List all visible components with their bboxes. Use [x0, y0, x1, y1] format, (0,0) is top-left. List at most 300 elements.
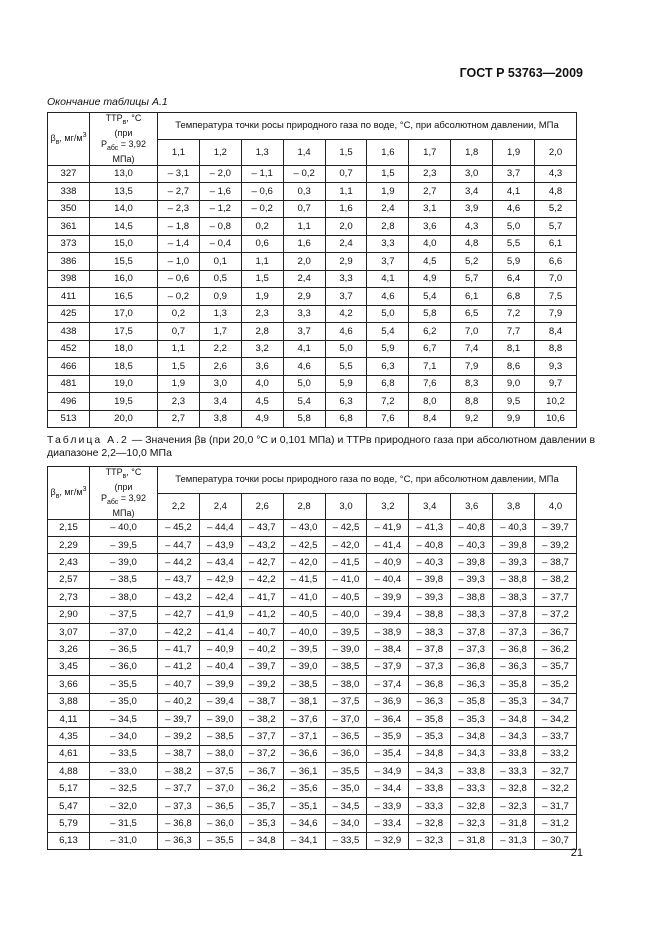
dewpoint-cell: – 35,0 [325, 780, 367, 797]
ttp-cell: – 39,0 [90, 554, 158, 571]
dewpoint-cell: 3,9 [451, 200, 493, 218]
dewpoint-cell: – 37,7 [158, 780, 200, 797]
dewpoint-cell: 3,6 [241, 358, 283, 376]
dewpoint-cell: – 40,9 [199, 641, 241, 658]
dewpoint-cell: – 37,8 [493, 606, 535, 623]
dewpoint-cell: – 37,7 [241, 728, 283, 745]
dewpoint-cell: 8,8 [451, 393, 493, 411]
dewpoint-cell: – 42,7 [241, 554, 283, 571]
dewpoint-cell: – 33,4 [367, 815, 409, 832]
dewpoint-cell: – 33,8 [493, 745, 535, 762]
dewpoint-cell: – 38,1 [283, 693, 325, 710]
dewpoint-cell: – 37,8 [451, 623, 493, 640]
dewpoint-cell: – 36,6 [283, 745, 325, 762]
dewpoint-cell: – 36,0 [325, 745, 367, 762]
dewpoint-cell: – 38,7 [535, 554, 577, 571]
dewpoint-cell: – 38,9 [367, 623, 409, 640]
beta-cell: 4,11 [48, 710, 90, 727]
dewpoint-cell: 5,7 [451, 270, 493, 288]
table2-caption [47, 434, 603, 460]
beta-cell: 2,29 [48, 536, 90, 553]
beta-cell: 438 [48, 323, 90, 341]
dewpoint-cell: 2,4 [367, 200, 409, 218]
beta-cell: 3,66 [48, 676, 90, 693]
dewpoint-cell: 8,8 [535, 340, 577, 358]
dewpoint-cell: – 38,0 [199, 745, 241, 762]
dewpoint-cell: – 42,7 [158, 606, 200, 623]
dewpoint-cell: – 41,4 [199, 623, 241, 640]
dewpoint-cell: – 43,7 [158, 571, 200, 588]
pressure-col-header: 4,0 [535, 493, 577, 519]
dewpoint-cell: – 32,8 [451, 797, 493, 814]
dewpoint-cell: 1,1 [325, 183, 367, 201]
table-row [48, 200, 577, 218]
dewpoint-cell: 6,7 [409, 340, 451, 358]
ttp-cell: – 35,5 [90, 676, 158, 693]
dewpoint-cell: – 36,9 [367, 693, 409, 710]
dewpoint-cell: – 40,7 [241, 623, 283, 640]
dewpoint-cell: – 40,8 [409, 536, 451, 553]
dewpoint-cell: – 40,3 [409, 554, 451, 571]
ttp-cell: 17,0 [90, 305, 158, 323]
dewpoint-cell: 7,2 [493, 305, 535, 323]
dewpoint-cell: 0,6 [241, 235, 283, 253]
dewpoint-cell: – 32,3 [493, 797, 535, 814]
table2-caption-text: — Значения βв (при 20,0 °С и 0,101 МПа) и ТТРв природного газа при абсолютном давлении в диапазоне 2,2—10,0 МПа [47, 434, 596, 459]
dewpoint-cell: – 38,5 [199, 728, 241, 745]
ttp-cell: 17,5 [90, 323, 158, 341]
dewpoint-cell: 0,7 [283, 200, 325, 218]
dewpoint-cell: – 37,3 [409, 658, 451, 675]
dewpoint-cell: – 37,0 [325, 710, 367, 727]
dewpoint-cell: – 41,9 [199, 606, 241, 623]
ttp-cell: – 38,0 [90, 589, 158, 606]
beta-cell: 466 [48, 358, 90, 376]
table-row [48, 410, 577, 428]
dewpoint-cell: 5,7 [535, 218, 577, 236]
beta-cell: 2,73 [48, 589, 90, 606]
dewpoint-cell: 1,5 [158, 358, 200, 376]
table-row [48, 393, 577, 411]
ttp-cell: 18,0 [90, 340, 158, 358]
dewpoint-cell: – 40,4 [199, 658, 241, 675]
ttp-cell: 18,5 [90, 358, 158, 376]
dewpoint-cell: – 2,3 [158, 200, 200, 218]
dewpoint-cell: – 35,9 [367, 728, 409, 745]
beta-cell: 5,47 [48, 797, 90, 814]
beta-cell: 5,79 [48, 815, 90, 832]
dewpoint-cell: – 32,3 [451, 815, 493, 832]
pressure-col-header: 2,2 [158, 493, 200, 519]
table-row [48, 288, 577, 306]
dewpoint-cell: – 40,0 [283, 623, 325, 640]
dewpoint-cell: – 40,2 [241, 641, 283, 658]
dewpoint-cell: 3,0 [451, 165, 493, 183]
dewpoint-cell: 6,3 [325, 393, 367, 411]
dewpoint-cell: 7,2 [367, 393, 409, 411]
dewpoint-cell: 0,5 [199, 270, 241, 288]
beta-cell: 481 [48, 375, 90, 393]
dewpoint-cell: – 33,9 [367, 797, 409, 814]
dewpoint-cell: 3,3 [283, 305, 325, 323]
dewpoint-cell: – 36,5 [199, 797, 241, 814]
dewpoint-cell: 9,2 [451, 410, 493, 428]
dewpoint-cell: 9,9 [493, 410, 535, 428]
dewpoint-cell: – 34,1 [283, 832, 325, 849]
dewpoint-cell: 4,5 [241, 393, 283, 411]
dewpoint-cell: – 40,9 [367, 554, 409, 571]
dewpoint-cell: – 0,4 [199, 235, 241, 253]
dewpoint-cell: – 34,3 [409, 763, 451, 780]
dewpoint-cell: – 39,0 [283, 658, 325, 675]
dewpoint-cell: – 38,8 [493, 571, 535, 588]
dewpoint-cell: – 32,8 [409, 815, 451, 832]
dewpoint-cell: – 41,0 [283, 589, 325, 606]
ttp-cell: – 36,5 [90, 641, 158, 658]
dewpoint-cell: – 42,2 [241, 571, 283, 588]
dewpoint-cell: – 35,8 [493, 676, 535, 693]
beta-cell: 5,17 [48, 780, 90, 797]
table-row [48, 623, 577, 640]
ttp-cell: – 40,0 [90, 519, 158, 536]
dewpoint-cell: – 3,1 [158, 165, 200, 183]
dewpoint-cell: 2,3 [158, 393, 200, 411]
dewpoint-cell: 4,9 [241, 410, 283, 428]
dewpoint-cell: 9,3 [535, 358, 577, 376]
dewpoint-cell: – 34,8 [409, 745, 451, 762]
dewpoint-cell: 2,4 [283, 270, 325, 288]
dewpoint-cell: – 39,2 [241, 676, 283, 693]
dewpoint-cell: – 34,3 [451, 745, 493, 762]
pressure-group-header: Температура точки росы природного газа по воде, °С, при абсолютном давлении, МПа [158, 113, 577, 140]
ttp-cell: 19,0 [90, 375, 158, 393]
dewpoint-cell: – 33,3 [451, 780, 493, 797]
dewpoint-cell: – 36,7 [535, 623, 577, 640]
dewpoint-cell: 0,7 [158, 323, 200, 341]
dewpoint-cell: – 33,8 [409, 780, 451, 797]
dewpoint-cell: – 38,5 [325, 658, 367, 675]
beta-cell: 411 [48, 288, 90, 306]
dewpoint-cell: 2,7 [409, 183, 451, 201]
col-beta-header: $\beta_в$, $мг/м^3$ [48, 113, 90, 166]
dewpoint-cell: – 39,5 [325, 623, 367, 640]
dewpoint-cell: – 37,0 [199, 780, 241, 797]
dewpoint-cell: – 30,7 [535, 832, 577, 849]
dewpoint-cell: 3,7 [283, 323, 325, 341]
dewpoint-cell: 3,4 [199, 393, 241, 411]
ttp-cell: 19,5 [90, 393, 158, 411]
dewpoint-cell: – 39,7 [158, 710, 200, 727]
dewpoint-cell: 5,4 [367, 323, 409, 341]
beta-cell: 350 [48, 200, 90, 218]
dewpoint-cell: – 39,4 [367, 606, 409, 623]
dewpoint-cell: – 39,3 [451, 571, 493, 588]
dewpoint-cell: 1,1 [283, 218, 325, 236]
dewpoint-cell: 2,9 [283, 288, 325, 306]
dewpoint-cell: – 37,3 [158, 797, 200, 814]
dewpoint-cell: – 35,8 [451, 693, 493, 710]
dewpoint-cell: – 40,7 [158, 676, 200, 693]
ttp-cell: 14,0 [90, 200, 158, 218]
dewpoint-cell: – 35,3 [493, 693, 535, 710]
dewpoint-cell: – 35,5 [199, 832, 241, 849]
dewpoint-cell: – 36,2 [241, 780, 283, 797]
dewpoint-cell: 7,7 [493, 323, 535, 341]
dewpoint-cell: – 1,4 [158, 235, 200, 253]
dewpoint-cell: – 34,9 [367, 763, 409, 780]
dewpoint-cell: – 35,3 [409, 728, 451, 745]
pressure-col-header: 2,0 [535, 139, 577, 165]
dewpoint-cell: – 35,3 [451, 710, 493, 727]
dewpoint-cell: 3,0 [199, 375, 241, 393]
dewpoint-cell: 2,0 [283, 253, 325, 271]
dewpoint-cell: – 1,8 [158, 218, 200, 236]
dewpoint-cell: 6,4 [493, 270, 535, 288]
table-row [48, 641, 577, 658]
dewpoint-cell: – 39,3 [493, 554, 535, 571]
table-row [48, 323, 577, 341]
dewpoint-cell: – 1,2 [199, 200, 241, 218]
dewpoint-cell: – 38,3 [493, 589, 535, 606]
ttp-cell: 16,0 [90, 270, 158, 288]
dewpoint-cell: – 41,9 [367, 519, 409, 536]
dewpoint-cell: – 32,8 [493, 780, 535, 797]
ttp-cell: – 39,5 [90, 536, 158, 553]
beta-cell: 3,26 [48, 641, 90, 658]
table-row [48, 710, 577, 727]
dewpoint-cell: – 42,0 [283, 554, 325, 571]
dewpoint-cell: – 35,3 [241, 815, 283, 832]
dewpoint-cell: 3,3 [367, 235, 409, 253]
beta-cell: 3,45 [48, 658, 90, 675]
dewpoint-cell: – 34,5 [325, 797, 367, 814]
dewpoint-cell: – 36,5 [325, 728, 367, 745]
dewpoint-cell: 3,8 [199, 410, 241, 428]
dewpoint-cell: 1,9 [241, 288, 283, 306]
dewpoint-cell: 2,8 [367, 218, 409, 236]
dewpoint-cell: – 40,2 [158, 693, 200, 710]
dewpoint-cell: 2,6 [199, 358, 241, 376]
dewpoint-cell: 2,7 [158, 410, 200, 428]
dewpoint-cell: – 38,8 [451, 589, 493, 606]
dewpoint-cell: – 42,5 [283, 536, 325, 553]
dewpoint-cell: – 43,2 [241, 536, 283, 553]
pressure-col-header: 1,3 [241, 139, 283, 165]
dewpoint-cell: – 34,8 [241, 832, 283, 849]
dewpoint-cell: – 42,9 [199, 571, 241, 588]
dewpoint-cell: 7,6 [367, 410, 409, 428]
dewpoint-cell: 5,5 [493, 235, 535, 253]
dewpoint-cell: – 42,0 [325, 536, 367, 553]
dewpoint-cell: 6,8 [325, 410, 367, 428]
dewpoint-cell: – 31,8 [493, 815, 535, 832]
dewpoint-cell: 8,4 [535, 323, 577, 341]
dewpoint-cell: 5,4 [283, 393, 325, 411]
dewpoint-cell: 1,9 [367, 183, 409, 201]
dewpoint-cell: – 39,0 [325, 641, 367, 658]
dewpoint-cell: 2,3 [241, 305, 283, 323]
dewpoint-cell: – 31,2 [535, 815, 577, 832]
dewpoint-cell: – 38,2 [535, 571, 577, 588]
table-row [48, 797, 577, 814]
beta-cell: 2,90 [48, 606, 90, 623]
dewpoint-cell: 6,2 [409, 323, 451, 341]
dewpoint-cell: 0,9 [199, 288, 241, 306]
dewpoint-cell: 4,1 [283, 340, 325, 358]
dewpoint-cell: – 41,2 [158, 658, 200, 675]
dewpoint-cell: – 39,7 [535, 519, 577, 536]
pressure-col-header: 3,0 [325, 493, 367, 519]
table-row [48, 218, 577, 236]
dewpoint-cell: 8,0 [409, 393, 451, 411]
dewpoint-cell: – 35,2 [535, 676, 577, 693]
dewpoint-cell: – 36,8 [451, 658, 493, 675]
pressure-col-header: 1,2 [199, 139, 241, 165]
document-header: ГОСТ Р 53763—2009 [459, 66, 583, 80]
beta-cell: 513 [48, 410, 90, 428]
dewpoint-cell: – 35,8 [409, 710, 451, 727]
dewpoint-cell: 4,6 [493, 200, 535, 218]
ttp-cell: – 34,0 [90, 728, 158, 745]
pressure-col-header: 2,8 [283, 493, 325, 519]
dewpoint-cell: – 38,4 [367, 641, 409, 658]
beta-cell: 425 [48, 305, 90, 323]
ttp-cell: – 31,0 [90, 832, 158, 849]
dewpoint-cell: – 35,6 [283, 780, 325, 797]
dewpoint-cell: – 42,4 [199, 589, 241, 606]
dewpoint-cell: 8,6 [493, 358, 535, 376]
dewpoint-cell: – 37,5 [325, 693, 367, 710]
beta-cell: 327 [48, 165, 90, 183]
dewpoint-cell: 3,7 [367, 253, 409, 271]
beta-cell: 4,35 [48, 728, 90, 745]
table-row [48, 554, 577, 571]
dewpoint-cell: 5,0 [367, 305, 409, 323]
dewpoint-cell: – 2,7 [158, 183, 200, 201]
ttp-cell: 16,5 [90, 288, 158, 306]
dewpoint-cell: 1,6 [283, 235, 325, 253]
dewpoint-cell: – 0,2 [283, 165, 325, 183]
dewpoint-cell: – 1,0 [158, 253, 200, 271]
dewpoint-cell: 6,3 [367, 358, 409, 376]
dewpoint-cell: 4,2 [325, 305, 367, 323]
beta-cell: 386 [48, 253, 90, 271]
dewpoint-cell: 4,1 [493, 183, 535, 201]
dewpoint-cell: 8,3 [451, 375, 493, 393]
table-row [48, 658, 577, 675]
dewpoint-cell: – 39,9 [199, 676, 241, 693]
beta-cell: 2,43 [48, 554, 90, 571]
dewpoint-cell: – 34,8 [451, 728, 493, 745]
dewpoint-cell: – 1,6 [199, 183, 241, 201]
dewpoint-cell: – 43,4 [199, 554, 241, 571]
pressure-col-header: 3,4 [409, 493, 451, 519]
dewpoint-cell: 6,6 [535, 253, 577, 271]
dewpoint-cell: 1,3 [199, 305, 241, 323]
dewpoint-cell: 3,2 [241, 340, 283, 358]
dewpoint-cell: – 39,3 [409, 589, 451, 606]
ttp-cell: 13,0 [90, 165, 158, 183]
dewpoint-cell: – 38,3 [451, 606, 493, 623]
dewpoint-cell: 4,5 [409, 253, 451, 271]
dewpoint-cell: – 36,2 [535, 641, 577, 658]
table1-caption: Окончание таблицы А.1 [47, 96, 168, 108]
col-ttp-header: $ТТР_в$, °С (при $Р_{абс} = 3,92$ МПа) [90, 113, 158, 166]
dewpoint-cell: – 42,5 [325, 519, 367, 536]
dewpoint-cell: – 44,7 [158, 536, 200, 553]
dewpoint-cell: – 32,3 [409, 832, 451, 849]
dewpoint-cell: – 33,5 [325, 832, 367, 849]
dewpoint-cell: – 41,4 [367, 536, 409, 553]
table-a2 [47, 466, 577, 850]
col-ttp-header: $ТТР_в$, °С (при $Р_{абс} = 3,92$ МПа) [90, 467, 158, 520]
dewpoint-cell: – 35,1 [283, 797, 325, 814]
dewpoint-cell: – 39,4 [199, 693, 241, 710]
dewpoint-cell: – 36,3 [409, 693, 451, 710]
dewpoint-cell: 2,0 [325, 218, 367, 236]
dewpoint-cell: – 41,5 [283, 571, 325, 588]
table-row [48, 270, 577, 288]
dewpoint-cell: – 44,2 [158, 554, 200, 571]
dewpoint-cell: 1,1 [158, 340, 200, 358]
dewpoint-cell: – 38,3 [409, 623, 451, 640]
dewpoint-cell: 4,9 [409, 270, 451, 288]
table2-caption-label: Таблица А.2 [47, 434, 129, 446]
dewpoint-cell: – 44,4 [199, 519, 241, 536]
dewpoint-cell: 1,5 [241, 270, 283, 288]
dewpoint-cell: – 0,2 [158, 288, 200, 306]
table-row [48, 235, 577, 253]
dewpoint-cell: 6,8 [493, 288, 535, 306]
dewpoint-cell: 6,1 [535, 235, 577, 253]
beta-cell: 2,15 [48, 519, 90, 536]
dewpoint-cell: 7,9 [535, 305, 577, 323]
dewpoint-cell: 7,6 [409, 375, 451, 393]
dewpoint-cell: 5,5 [325, 358, 367, 376]
dewpoint-cell: 2,3 [409, 165, 451, 183]
beta-cell: 3,07 [48, 623, 90, 640]
table-row [48, 780, 577, 797]
dewpoint-cell: – 36,4 [367, 710, 409, 727]
table-row [48, 358, 577, 376]
ttp-cell: 15,0 [90, 235, 158, 253]
dewpoint-cell: – 39,9 [367, 589, 409, 606]
table-row [48, 183, 577, 201]
dewpoint-cell: – 40,8 [451, 519, 493, 536]
dewpoint-cell: – 35,7 [241, 797, 283, 814]
dewpoint-cell: – 39,7 [241, 658, 283, 675]
dewpoint-cell: – 35,7 [535, 658, 577, 675]
ttp-cell: – 34,5 [90, 710, 158, 727]
dewpoint-cell: – 36,3 [493, 658, 535, 675]
pressure-col-header: 3,6 [451, 493, 493, 519]
dewpoint-cell: – 34,0 [325, 815, 367, 832]
dewpoint-cell: – 0,6 [158, 270, 200, 288]
dewpoint-cell: – 38,8 [409, 606, 451, 623]
dewpoint-cell: – 36,8 [158, 815, 200, 832]
dewpoint-cell: – 40,3 [451, 536, 493, 553]
dewpoint-cell: 5,2 [535, 200, 577, 218]
table-row [48, 305, 577, 323]
dewpoint-cell: – 36,0 [199, 815, 241, 832]
beta-cell: 6,13 [48, 832, 90, 849]
dewpoint-cell: – 41,7 [241, 589, 283, 606]
dewpoint-cell: – 33,3 [493, 763, 535, 780]
dewpoint-cell: – 39,8 [409, 571, 451, 588]
dewpoint-cell: 4,3 [451, 218, 493, 236]
pressure-col-header: 1,8 [451, 139, 493, 165]
dewpoint-cell: – 37,4 [367, 676, 409, 693]
